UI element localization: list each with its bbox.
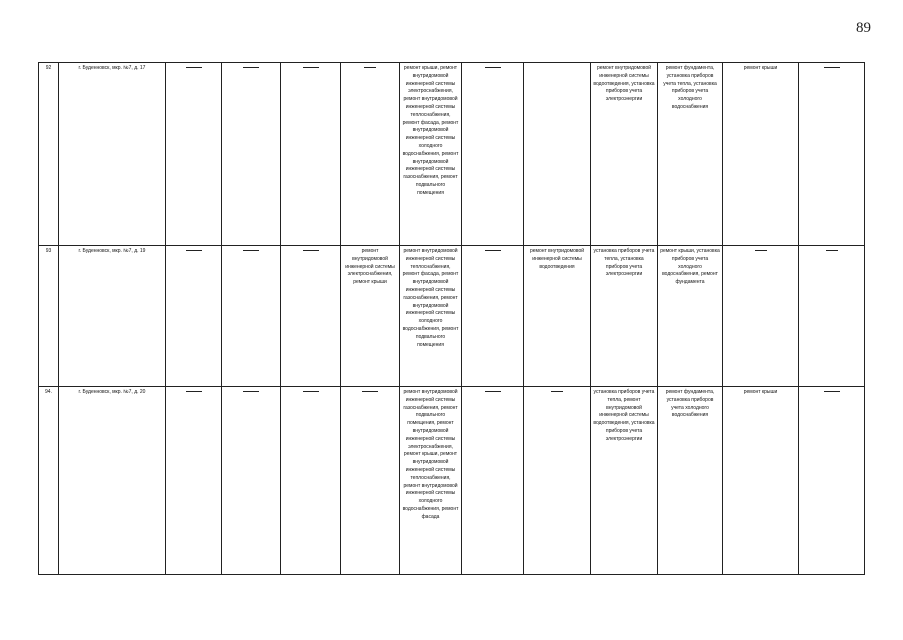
table-row [39, 63, 865, 246]
empty-cell [799, 63, 865, 246]
empty-cell [166, 63, 222, 246]
dash-mark [824, 391, 840, 392]
repair-works-cell: ремонт фундамента, установка приборов учета тепла, установка приборов учета холодного водоснабжения [658, 63, 723, 246]
empty-cell [341, 387, 400, 575]
empty-cell [524, 63, 591, 246]
repair-works-cell: ремонт внутридомовой инженерной системы теплоснабжения, ремонт фасада, ремонт внутридомовой инженерной системы газоснабжения, ремонт внутридомовой инженерной системы холодного водоснабжения, ремонт подвального помещения [400, 246, 462, 387]
row-number: 94. [39, 387, 59, 575]
empty-cell [462, 246, 524, 387]
empty-cell [799, 387, 865, 575]
dash-mark [243, 391, 259, 392]
empty-cell [281, 63, 341, 246]
empty-cell [341, 63, 400, 246]
dash-mark [303, 391, 319, 392]
dash-mark [186, 391, 202, 392]
row-number: 92 [39, 63, 59, 246]
empty-cell [462, 387, 524, 575]
dash-mark [186, 250, 202, 251]
empty-cell [524, 387, 591, 575]
repair-works-cell: ремонт крыши [723, 63, 799, 246]
dash-mark [303, 250, 319, 251]
empty-cell [222, 246, 281, 387]
repair-works-cell: ремонт внутридомовой инженерной системы водоотведения, установка приборов учета электроэнергии [591, 63, 658, 246]
capital-repair-table [38, 62, 865, 575]
table-row [39, 246, 865, 387]
empty-cell [281, 246, 341, 387]
repair-works-cell: ремонт внутридомовой инженерной системы электроснабжения, ремонт крыши [341, 246, 400, 387]
repair-works-cell: ремонт внутридомовой инженерной системы газоснабжения, ремонт подвального помещения, ремонт внутридомовой инженерной системы электроснабжения, ремонт крыши, ремонт внутридомовой инженерной системы теплоснабжения, ремонт внутридомовой инженерной системы холодного водоснабжения, ремонт фасада [400, 387, 462, 575]
dash-mark [186, 67, 202, 68]
row-address: г. Буденновск, мкр. №7, д. 17 [59, 63, 166, 246]
dash-mark [485, 391, 501, 392]
repair-works-cell: ремонт крыши, ремонт внутридомовой инженерной системы электроснабжения, ремонт внутридомовой инженерной системы теплоснабжения, ремонт фасада, ремонт внутридомовой инженерной системы холодного водоснабжения, ремонт внутридомовой инженерной системы газоснабжения, ремонт подвального помещения [400, 63, 462, 246]
dash-mark [364, 67, 376, 68]
repair-works-cell: установка приборов учета тепла, установка приборов учета электроэнергии [591, 246, 658, 387]
dash-mark [826, 250, 838, 251]
empty-cell [222, 63, 281, 246]
dash-mark [485, 67, 501, 68]
page-number: 89 [856, 20, 871, 36]
dash-mark [362, 391, 378, 392]
row-address: г. Буденновск, мкр. №7, д. 19 [59, 246, 166, 387]
empty-cell [723, 246, 799, 387]
empty-cell [222, 387, 281, 575]
dash-mark [243, 250, 259, 251]
repair-works-cell: ремонт крыши, установка приборов учета холодного водоснабжения, ремонт фундамента [658, 246, 723, 387]
dash-mark [485, 250, 501, 251]
dash-mark [303, 67, 319, 68]
row-number: 93 [39, 246, 59, 387]
repair-works-cell: установка приборов учета тепла, ремонт внутридомовой инженерной системы водоотведения, установка приборов учета электроэнергии [591, 387, 658, 575]
empty-cell [799, 246, 865, 387]
repair-works-cell: ремонт внутридомовой инженерной системы водоотведения [524, 246, 591, 387]
dash-mark [824, 67, 840, 68]
repair-works-cell: ремонт крыши [723, 387, 799, 575]
repair-works-cell: ремонт фундамента, установка приборов учета холодного водоснабжения [658, 387, 723, 575]
row-address: г. Буденновск, мкр. №7, д. 20 [59, 387, 166, 575]
dash-mark [755, 250, 767, 251]
dash-mark [243, 67, 259, 68]
empty-cell [166, 387, 222, 575]
empty-cell [166, 246, 222, 387]
table-row [39, 387, 865, 575]
dash-mark [551, 391, 563, 392]
empty-cell [281, 387, 341, 575]
empty-cell [462, 63, 524, 246]
